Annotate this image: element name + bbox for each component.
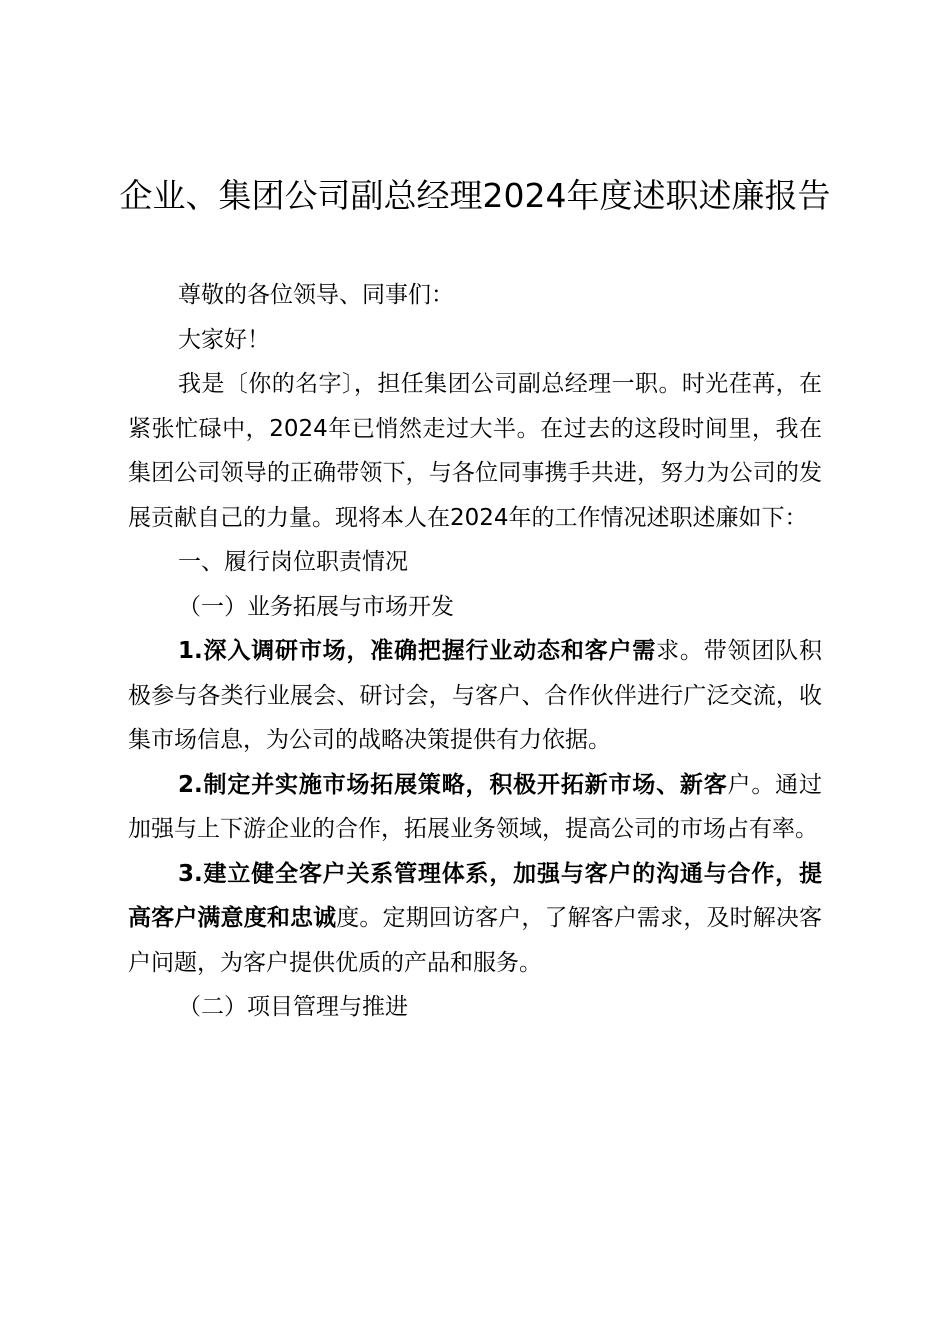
subsection-heading-projects: （二）项目管理与推进 (178, 994, 408, 1020)
greeting-paragraph: 大家好！ (178, 326, 270, 353)
intro-paragraph: 我是〔你的名字〕，担任集团公司副总经理一职。时光荏苒，在紧张忙碌中，2024年已悄然走过大半。在过去的这段时间里，我在集团公司领导的正确带领下，与各位同事携手共进，努力为公司的发展贡献自己的力量。现将本人在2024年的工作情况述职述廉如下： (128, 371, 822, 531)
item-paragraph-3 (128, 852, 822, 986)
item-1-text: 求。带领团队积极参与各类行业展会、研讨会，与客户、合作伙伴进行广泛交流，收集市场信息，为公司的战略决策提供有力依据。 (128, 638, 822, 753)
item-1-bold-lead: 1.深入调研市场，准确把握行业动态和客户需 (178, 638, 657, 664)
document-body (128, 273, 822, 1030)
section-heading-duties: 一、履行岗位职责情况 (178, 549, 408, 575)
item-3-bold-lead: 3.建立健全客户关系管理体系，加强与客户的沟通与合作，提高客户满意度和忠诚 (128, 860, 822, 931)
salutation-paragraph: 尊敬的各位领导、同事们： (178, 282, 454, 308)
subsection-heading-business: （一）业务拓展与市场开发 (178, 593, 454, 620)
item-paragraph-1 (128, 629, 822, 763)
item-2-bold-lead: 2.制定并实施市场拓展策略，积极开拓新市场、新客 (178, 771, 728, 798)
document-title: 企业、集团公司副总经理2024年度述职述廉报告 (119, 176, 831, 215)
item-3-text: 度。定期回访客户，了解客户需求，及时解决客户问题，为客户提供优质的产品和服务。 (128, 905, 823, 976)
item-2-text: 户。通过加强与上下游企业的合作，拓展业务领域，提高公司的市场占有率。 (128, 771, 822, 842)
item-paragraph-2 (128, 763, 822, 852)
